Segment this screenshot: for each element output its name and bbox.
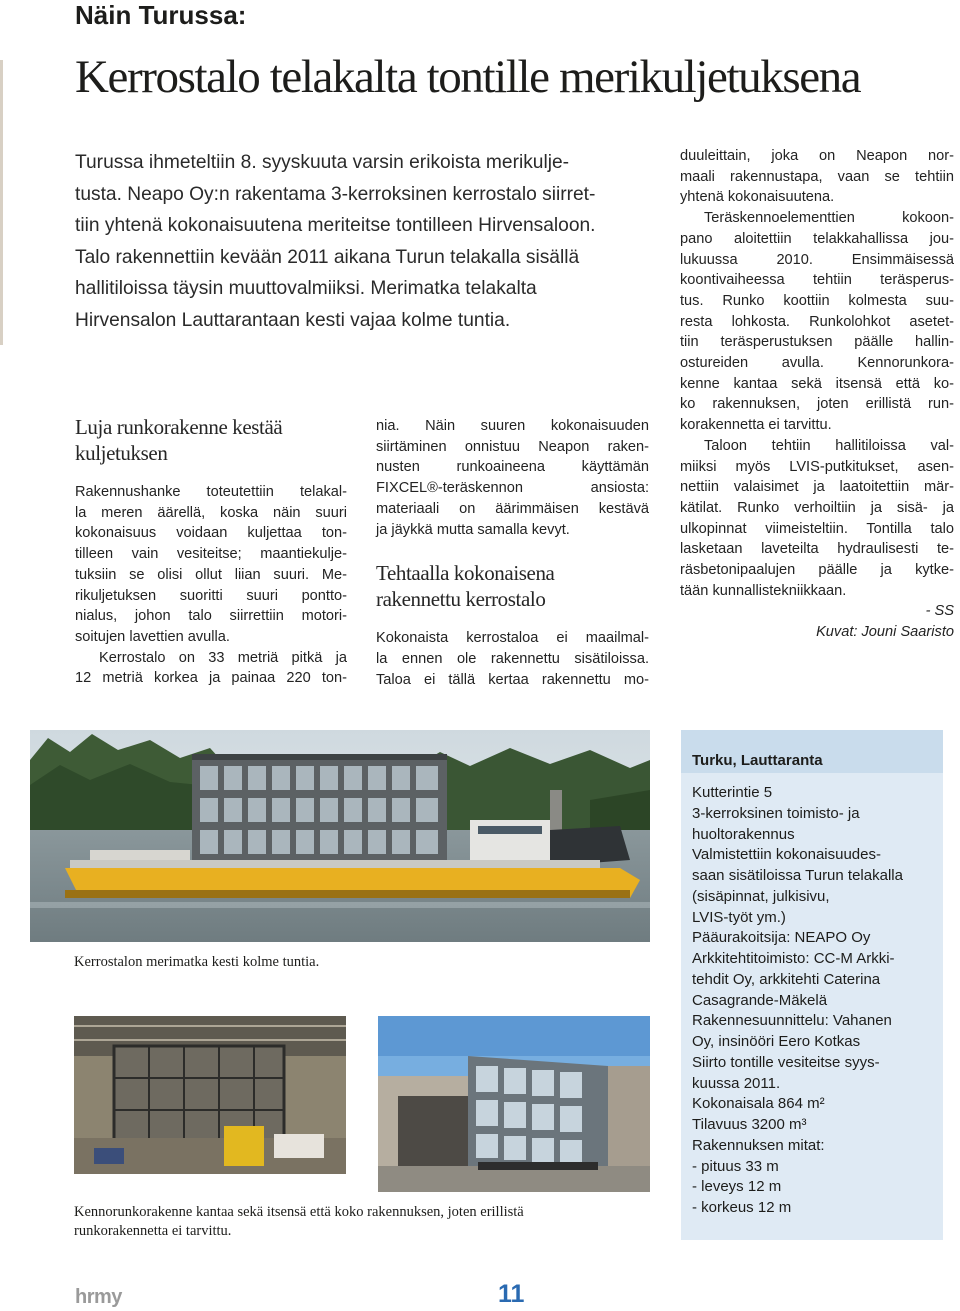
body-line: nettiin valaisimet ja laatoitettiin mär- [680, 479, 954, 496]
lead-line: tusta. Neapo Oy:n rakentama 3-kerroksinen kerrostalo siirret- [75, 183, 596, 205]
body-line: 12 metriä korkea ja painaa 220 ton- [75, 670, 347, 687]
info-line: Rakennesuunnittelu: Vahanen [692, 1012, 892, 1030]
body-line: Teräskennoelementtien kokoon- [704, 210, 954, 227]
body-line: la ennen ole rakennettu sisätiloissa. [376, 650, 649, 667]
body-line: Taloon tehtiin hallitiloissa val- [704, 437, 954, 454]
finished-building-illustration [378, 1016, 650, 1192]
body-line: tus. Runko koottiin kolmesta suu- [680, 292, 954, 309]
info-line: huoltorakennus [692, 825, 795, 843]
body-line: kätilat. Runko verhoiltiin ja sisä- ja [680, 499, 954, 516]
subheading-line: kuljetuksen [75, 441, 168, 465]
project-info-box [681, 730, 943, 1240]
subheading [376, 560, 649, 612]
body-line: kenne kantaa sekä itsensä että ko- [680, 375, 954, 392]
body-line: rikuljetuksen suoritti suuri pontto- [75, 587, 347, 604]
photo-credit: Kuvat: Jouni Saaristo [816, 624, 954, 641]
column-1 [75, 414, 347, 689]
info-line: Siirto tontille vesiteitse syys- [692, 1053, 880, 1071]
body-line: siirtäminen onnistuu Neapon raken- [376, 438, 649, 455]
info-line: Tilavuus 3200 m³ [692, 1116, 807, 1133]
info-line: 3-kerroksinen toimisto- ja [692, 804, 860, 822]
body-line: Rakennushanke toteutettiin telakal- [75, 484, 347, 500]
article-headline: Kerrostalo telakalta tontille merikuljetuksena [75, 51, 861, 103]
info-line: Arkkitehtitoimisto: CC-M Arkki- [692, 950, 895, 967]
caption-line: runkorakennetta ei tarvittu. [74, 1223, 232, 1239]
info-line: Kutterintie 5 [692, 784, 773, 801]
body-paragraph [75, 482, 347, 689]
barge-photo-caption: Kerrostalon merimatka kesti kolme tuntia. [74, 954, 320, 970]
caption-line: Kennorunkorakenne kantaa sekä itsensä että koko rakennuksen, joten erillistä [74, 1204, 524, 1220]
column-2 [376, 416, 649, 690]
info-line: saan sisätiloissa Turun telakalla [692, 867, 903, 884]
body-line: la meren äärellä, koska näin suuri [75, 504, 347, 521]
subheading-line: Tehtaalla kokonaisena [376, 561, 555, 586]
info-line: Oy, insinööri Eero Kotkas [692, 1033, 861, 1050]
body-line: soitujen lavettien avulla. [75, 628, 230, 645]
info-line: (sisäpinnat, julkisivu, [692, 887, 830, 905]
info-line: Valmistettiin kokonaisuudes- [692, 846, 881, 864]
body-line: ostureiden avulla. Kennorunkora- [680, 355, 954, 372]
frame-hall-photo [74, 1016, 346, 1174]
body-paragraph [376, 416, 649, 540]
info-line: Kokonaisala 864 m² [692, 1095, 825, 1113]
info-line: Casagrande-Mäkelä [692, 991, 828, 1009]
lead-line: Talo rakennettiin kevään 2011 aikana Turun telakalla sisällä [75, 246, 580, 268]
body-line: kokonaisuus voidaan kuljettaa ton- [75, 525, 347, 542]
info-line: - pituus 33 m [692, 1157, 779, 1175]
info-line: LVIS-työt ym.) [692, 908, 786, 926]
lead-line: Hirvensalon Lauttarantaan kesti vajaa kolme tuntia. [75, 309, 511, 331]
body-line: nialus, johon talo siirrettiin motori- [75, 608, 347, 625]
body-line: koontivaiheessa tehtiin teräsperus- [680, 272, 954, 289]
info-line: kuussa 2011. [692, 1074, 781, 1092]
info-line: - korkeus 12 m [692, 1199, 792, 1216]
body-line: Taloa ei tällä kertaa rakennettu mo- [376, 671, 649, 688]
body-paragraph [680, 146, 954, 643]
subheading [75, 414, 347, 466]
body-line: nia. Näin suuren kokonaisuuden [376, 418, 649, 434]
body-line: pano aloitettiin telakkahallissa jou- [680, 230, 954, 247]
subheading-line: Luja runkorakenne kestää [75, 415, 283, 439]
article-lead [75, 147, 660, 336]
column-3 [680, 146, 954, 643]
info-box-lines [692, 783, 903, 1219]
body-line: tään kunnallistekniikkaan. [680, 582, 847, 599]
lead-line: tiin yhtenä kokonaisuutena meriteitse tontilleen Hirvensaloon. [75, 215, 596, 236]
author-signature: - SS [925, 603, 954, 620]
body-line: ulkopinnat viimeisteltiin. Tontilla talo [680, 520, 954, 537]
body-line: korakennetta ei tarvittu. [680, 417, 832, 434]
info-line: Rakennuksen mitat: [692, 1136, 825, 1154]
page-edge-mark [0, 60, 3, 345]
body-line: resta lohkosta. Runkolohkot asetet- [680, 313, 954, 330]
frame-hall-illustration [74, 1016, 346, 1174]
body-line: räsbetonipaalujen päälle ja kytke- [680, 562, 954, 579]
body-line: ja jäykkä mutta samalla kevyt. [376, 521, 570, 538]
frame-photo-caption [74, 1203, 524, 1241]
info-box-title: Turku, Lauttaranta [692, 752, 823, 769]
info-line: tehdit Oy, arkkitehti Caterina [692, 970, 881, 988]
body-line: lasketaan laveteilta hydraulisesti te- [680, 541, 954, 558]
barge-photo [30, 730, 650, 942]
finished-building-photo [378, 1016, 650, 1192]
body-line: miiksi myös LVIS-putkitukset, asen- [680, 458, 954, 475]
body-line: lukuussa 2010. Ensimmäisessä [680, 251, 954, 268]
body-line: ko rakennuksen, joten erillistä run- [680, 396, 954, 413]
subheading-line: rakennettu kerrostalo [376, 587, 546, 612]
body-paragraph [376, 628, 649, 690]
magazine-logo: hrmy [75, 1286, 122, 1308]
barge-photo-illustration [30, 730, 650, 942]
lead-line: Turussa ihmeteltiin 8. syyskuuta varsin erikoista merikulje- [75, 152, 570, 173]
body-line: tiin teräsperustuksen päälle hallin- [680, 334, 954, 351]
body-line: duuleittain, joka on Neapon nor- [680, 148, 954, 164]
lead-line: hallitiloissa täysin muuttovalmiiksi. Merimatka telakalta [75, 278, 537, 299]
body-line: materiaali on äärimmäisen kestävä [376, 500, 649, 517]
section-kicker: Näin Turussa: [75, 0, 247, 30]
info-line: - leveys 12 m [692, 1178, 782, 1196]
body-line: FIXCEL®-teräskennon ansiosta: [376, 480, 649, 497]
body-line: nusten runkoaineena käyttämän [376, 459, 649, 476]
body-line: maali rakennustapa, vaan se tehtiin [680, 168, 954, 185]
body-line: yhtenä kokonaisuutena. [680, 189, 835, 206]
body-line: tuksiin se olisi ollut liian suuri. Me- [75, 566, 347, 583]
info-line: Pääurakoitsija: NEAPO Oy [692, 929, 871, 947]
body-line: Kerrostalo on 33 metriä pitkä ja [99, 649, 347, 666]
body-line: Kokonaista kerrostaloa ei maailmal- [376, 630, 649, 647]
page-number: 11 [498, 1280, 525, 1308]
body-line: tilleen vain vesiteitse; maantiekulje- [75, 546, 347, 563]
